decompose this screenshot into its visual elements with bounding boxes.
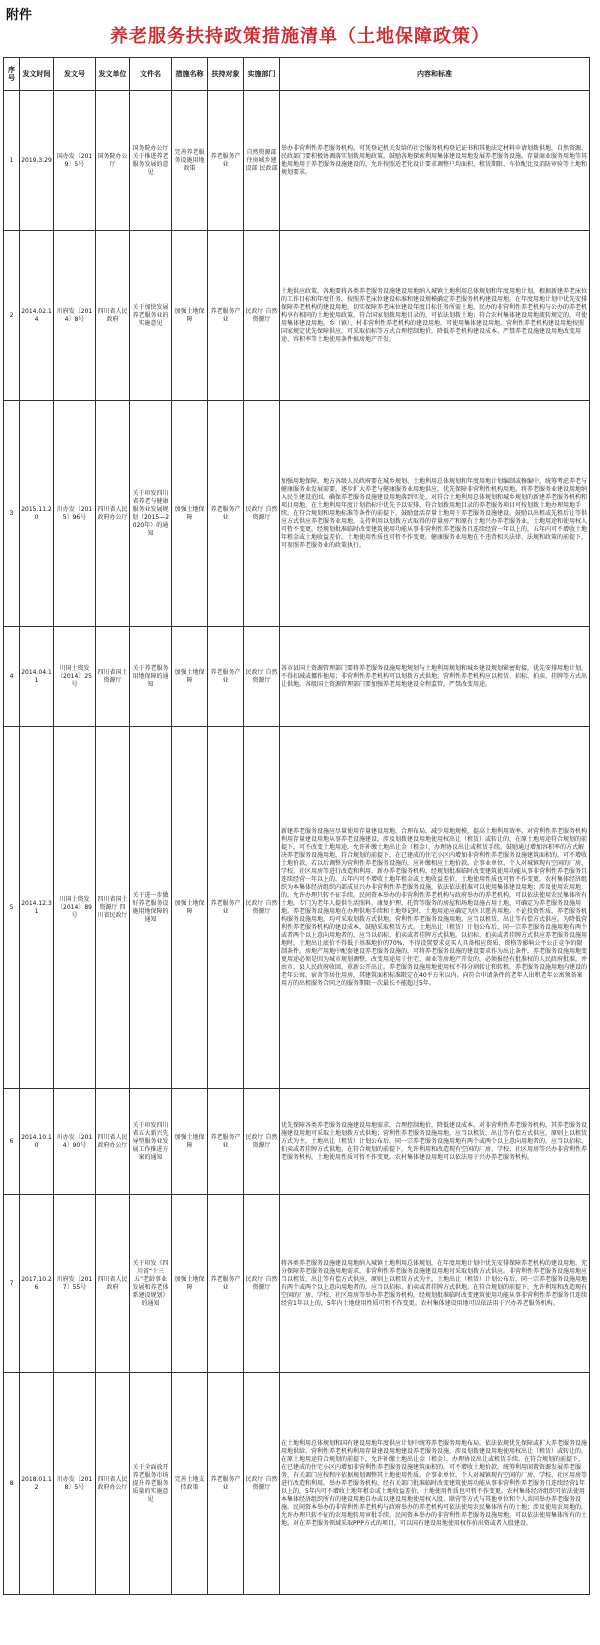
row-content: 各市县国土资源管理部门要将养老服务设施用地规划与土地利用规划和城乡建设规划紧密衔接，优先安排用地计划，不得扣减或挪作他用；非营利性养老机构可以划拨方式供地，营利性养老机构应以租赁、招标、拍卖、挂牌等方式出让供地。各级国土资源管理部门要加强养老用地建设全程监管，严禁改变用途。 — [280, 627, 590, 727]
row-no: 2 — [4, 231, 20, 401]
col-header-no: 序号 — [4, 58, 20, 91]
row-date: 2017.10.26 — [20, 1195, 54, 1373]
row-target: 养老服务产业 — [208, 1089, 244, 1195]
row-issuer: 四川省人民政府 — [96, 1195, 130, 1373]
row-measure: 加强土地保障 — [172, 1089, 208, 1195]
row-file: 国务院办公厅关于推进养老服务发展的意见 — [130, 91, 172, 231]
row-date: 2014.10.10 — [20, 1089, 54, 1195]
row-doc-no: 川办发〔2015〕96号 — [54, 401, 96, 627]
row-doc-no: 川办发〔2014〕90号 — [54, 1089, 96, 1195]
row-content: 新建养老服务设施应尽量使用存量建设用地，合理布局，减少用地规模，提高土地利用效率。对营利性养老服务机构利用存量建设用地从事养老设施建设，涉及划拨建设用地使用权出让（租赁）或转让的，在原土地用途符合规划的前提下，可不改变土地用途，允许补缴土地出让金（租金），办理协议出让或租赁手续。鼓励通过增加容积率的方式解决养老服务设施用地，符合规划的前提下，在已建成的住宅小区内增加非营利性养老服务设施建筑面积的，可不增收土地价款，若以后调整为营利性养老服务设施的，应补缴相应土地价款。企事业单位、个人对城镇现有空闲的厂房、学校、社区用房等进行改造和利用，新办养老服务机构，经规划批准临时改变建筑使用功能从事非营利性养老服务且连续经营一年以上的，五年内可不增收土地年租金或土地收益差价，土地使用性质也可暂不作变更。农村集体经济组织为本集体经济组织内部成员兴办非营利性养老服务设施，依法依法批准可以使用集体建设用地；涉及使用农用地的，允许办理只转不征手续。民间资本举办的非营利性养老机构与政府举办的养老机构，可以依法使用农民集体所有土地。专门为老年人提供生活照料、康复护理、托管等服务的房屋和场地设施占用土地，可确定为养老服务设施用地。养老服务设施用地在办理供地手续和土地登记时，土地用途应确定为医卫慈善用地。不论投资性质，养老服务机构服务设施用地，均可采取划拨方式供地。营利性养老服务设施用地，应当以租赁、出让等有偿方式供应。为降低营利性养老服务机构的建设成本，鼓励采取租赁方式。土地出让（租赁）计划公布后，同一宗养老服务设施用地有两个或者两个以上意向用地者的，应当以招标、拍卖或者挂牌方式供地。以招标、拍卖或者挂牌方式供应养老服务设施用地时，土地出让底价不得低于基准地价的70%，不得设置要求竞买人具备相应资质、资格等影响公平公正竞争的限制条件。房地产用地中配套建设养老服务设施的，可将养老服务设施的建设要求作为出让条件，养老服务设施用地变更用途必须是因为城市规划调整，改变用途用于住宅、商业等房地产开发的，必须报经有批准权的人民政府批准，并由市、县人民政府收回，重新公开出让。养老服务设施用地使用权不得分割转让和转租。养老服务设施用地内建设的老年公寓、宿舍等居住用房，其建筑面积标准限定在40平方米以内。向符合申请条件的老年人出租老年公寓须备案用方的出租服务合同之的服务期限一次最长不能超过5年。 — [280, 727, 590, 1089]
row-dept: 民政厅 自然资源厅 — [244, 727, 280, 1089]
attachment-label: 附件 — [6, 8, 33, 23]
table-row — [4, 91, 590, 231]
table-header-row — [4, 58, 590, 91]
row-issuer: 国务院办公厅 — [96, 91, 130, 231]
row-content: 在土地利用总体规划和国有建设用地年度供应计划中统筹养老服务用地布局，依法依规优先保障或扩大养老服务设施用地供给。营利性养老机构利用存量建设用地建设养老服务设施，涉及划拨建设用地使用权出让（租赁）或转让的，在原土地用途符合规划的前提下，允许补缴土地出让金（租金），办理协议出让或租赁手续。在符合规划的前提下，在已建成的住宅小区内增加非营利性养老服务设施建筑面积的，可不增收土地价款。统筹利用闲置资源发展养老服务，有关部门应按程序依据规划调整其土地使用性质。企事业单位、个人对城镇现有空闲的厂房、学校、社区用房等进行改造和利用，举办养老服务机构，经有关部门批准临时改变建筑使用功能从事非营利性养老服务且连续经营1年以上的，5年内可不增收土地年租金或土地收益差价，土地使用性质也可暂不作变更。农村集体经济组织可依法使用本集体经济组织所有的建设用地自办或以建设用地使用权入股、联营等方式与其他单位和个人共同举办养老服务设施。民间资本举办的非营利性养老机构与政府举办的养老机构可依法使用农民集体所有的土地；涉及使用农用地的，允许办理只转不征的农用地转用审批手续。民间资本举办的非营利性养老服务设施用地，可以依法使用集体所有的土地。对在养老服务领域采取PPP方式的项目，可以国有建设用地使用权作价出资或者入股建设。 — [280, 1373, 590, 1595]
page-title: 养老服务扶持政策措施清单（土地保障政策） — [110, 26, 490, 47]
row-target: 养老服务产业 — [208, 1195, 244, 1373]
row-date: 2019.3.29 — [20, 91, 54, 231]
row-content: 优先保障各类养老服务设施建设用地需求，合理控制地价，降低建设成本。对非营利性养老服务机构，其养老服务设施建设用地可采取土地划拨方式供地；营利性养老服务设施用地，应当以租赁、出让等有偿方式供应，原则上以租赁方式为主，土地出让（租赁）计划公布后，同一宗养老服务设施用地有两个或两个以上意向用地者的，应当以招标、拍卖或者挂牌方式供地。在符合规划的前提下，允许利用和改造现有空闲的厂房、学校、社区用房等兴办非营利性养老服务机构，土地使用性质可暂不作变更。农村集体建设用地可以依法用于兴办养老服务机构。 — [280, 1089, 590, 1195]
row-dept: 民政厅 自然资源厅 — [244, 401, 280, 627]
row-dept: 民政厅 自然资源厅 — [244, 231, 280, 401]
policy-table — [3, 57, 590, 1595]
table-row — [4, 1195, 590, 1373]
table-row — [4, 1089, 590, 1195]
row-file: 关于加快发展养老服务业的实施意见 — [130, 231, 172, 401]
table-row — [4, 401, 590, 627]
row-no: 8 — [4, 1373, 20, 1595]
row-target: 养老服务产业 — [208, 727, 244, 1089]
row-date: 2015.11.20 — [20, 401, 54, 627]
row-target: 养老服务产业 — [208, 1373, 244, 1595]
row-doc-no: 川办发〔2018〕5号 — [54, 1373, 96, 1595]
row-date: 2018.01.12 — [20, 1373, 54, 1595]
row-file: 关于印发《四川省“十三五”老龄事业发展和养老体系建设规划》的通知 — [130, 1195, 172, 1373]
row-doc-no: 川国土资发〔2014〕25号 — [54, 627, 96, 727]
row-content: 举办非营利性养老服务机构，可凭登记机关发给的社会服务机构登记证书和其他法定材料申请划拨供地，自然资源、民政部门要积极协调落实划拨用地政策。鼓励各地探索利用集体建设用地发展养老服务设施。存量商业服务用地等其他用地用于养老服务设施建设的，允许按照适老化设计要求调整户均面积、租赁期限、车位配比及消防审验等土地和规划要求。 — [280, 91, 590, 231]
row-issuer: 四川省人民政府 — [96, 231, 130, 401]
row-issuer: 四川省国土资源厅 — [96, 627, 130, 727]
row-file: 关于养老服务用地保障的通知 — [130, 627, 172, 727]
row-date: 2014.02.14 — [20, 231, 54, 401]
table-row — [4, 727, 590, 1089]
row-dept: 民政厅 自然资源厅 — [244, 1373, 280, 1595]
row-no: 3 — [4, 401, 20, 627]
row-measure: 完善养老服务设施用地政策 — [172, 91, 208, 231]
col-header-doc-no: 发文号 — [54, 58, 96, 91]
row-content: 土地供应政策。各地要将各类养老服务设施建设用地纳入城镇土地利用总体规划和年度用地计划，根据新建养老床位的工作目标和年度任务，按照养老床位建设标准和建设规模确定养老服务机构建设用地。在年度用地计划中优先安排保障养老机构的建设用地，切实保障养老床位建设年度目标任务所需土地。民办的非营利性养老机构与公办的养老机构享有相同的土地使用政策，符合国家划拨用地目录的，可依法划拨土地；符合农村集体建设用地流转规定的，可使用集体建设用地。乡（镇）、村非营利性养老机构的建设用地，可使用集体建设用地。营利性养老机构建设用地按照国家规定优先保障供应，可采取招标等方式合理控制地价，降低养老机构建设成本。严禁养老设施建设用地改变用途、容积率等土地使用条件搞房地产开发。 — [280, 231, 590, 401]
row-target: 养老服务产业 — [208, 401, 244, 627]
row-measure: 加强土地保障 — [172, 401, 208, 627]
col-header-issuer: 发文单位 — [96, 58, 130, 91]
row-file: 关于全面放开养老服务市场提升养老服务质量的实施意见 — [130, 1373, 172, 1595]
row-doc-no: 川国土资发〔2014〕89号 — [54, 727, 96, 1089]
row-no: 1 — [4, 91, 20, 231]
col-header-content: 内容和标准 — [280, 58, 590, 91]
row-doc-no: 川府发〔2017〕55号 — [54, 1195, 96, 1373]
row-measure: 完善土地支持政策 — [172, 1373, 208, 1595]
row-dept: 民政厅 自然资源厅 — [244, 1195, 280, 1373]
row-date: 2014.12.31 — [20, 727, 54, 1089]
row-content: 将各类养老服务设施建设用地纳入城镇土地利用总体规划，在年度用地计划中优先安排保障养老机构的建设用地。充分保障养老服务设施用地需求，非营利性养老服务设施建设用地可采取划拨方式供应。非营利性养老服务设施用地应当以租赁、出让等有偿方式供应，原则上以租赁方式为主，土地出让（租赁）计划公布后，同一宗养老服务设施用地有两个或两个以上意向用地者的，应当以招标、拍卖或者挂牌方式供地。在符合规划的前提下，允许利用和改造现有空闲的厂房、学校、社区用房等举办养老服务机构，经规划批准临时改变建筑使用功能从事非营利性养老服务且连续经营1年以上的，5年内土地使用性质可暂不作变更。农村集体建设用地可以依法用于兴办养老服务机构。 — [280, 1195, 590, 1373]
row-content: 加强用地保障。地方各级人民政府要在城乡规划、土地利用总体规划和年度用地计划编制或修编中，统筹考虑养老与健康服务业发展需要，逐步扩大养老与健康服务业用地供应，优先保障非营利性机构用地。将养老服务业建设用地纳入民生建设范围，确保养老服务设施建设用地落到实处，对符合土地利用总体规划和城乡规划的新建养老服务机构和项目用地，在土地利用年度计划指标中优先予以安排，符合划拨用地目录的养老服务项目可按划拨土地办理用地手续。在符合规划和用地标准等条件的前提下，鼓励盘活存量土地用于养老服务设施建设。鼓励以出租或先租后让等供应方式供应养老服务业用地，支持利用以划拨方式取得的存量房产和原有土地兴办养老服务业，土地用途和使用权人可暂不变更。经规划批准临时改变建筑使用功能从事非营利性养老服务且连续经营一年以上的，五年内可不增收土地年租金或土地收益差价，土地使用性质也可暂不作变更。健康服务业用地在不违背相关法律、法规和政策的前提下，可参照养老服务业的政策执行。 — [280, 401, 590, 627]
row-no: 6 — [4, 1089, 20, 1195]
row-date: 2014.04.11 — [20, 627, 54, 727]
row-target: 养老服务产业 — [208, 231, 244, 401]
row-target: 养老服务产业 — [208, 627, 244, 727]
row-measure: 加强土地保障 — [172, 231, 208, 401]
row-dept: 民政厅 自然资源厅 — [244, 627, 280, 727]
row-file: 关于印发四川省养老与健康服务业发展规划（2015—2020年）的通知 — [130, 401, 172, 627]
row-no: 5 — [4, 727, 20, 1089]
col-header-measure: 措施名称 — [172, 58, 208, 91]
col-header-date: 发文时间 — [20, 58, 54, 91]
row-issuer: 四川省国土资源厅 四川省民政厅 — [96, 727, 130, 1089]
row-dept: 自然资源部 住房城乡建设部 民政部 — [244, 91, 280, 231]
row-issuer: 四川省人民政府办公厅 — [96, 1373, 130, 1595]
col-header-file: 文件名 — [130, 58, 172, 91]
row-file: 关于进一步做好养老服务设施用地保障的通知 — [130, 727, 172, 1089]
row-issuer: 四川省人民政府办公厅 — [96, 1089, 130, 1195]
row-dept: 民政厅 自然资源厅 — [244, 1089, 280, 1195]
col-header-dept: 实施部门 — [244, 58, 280, 91]
row-measure: 加强土地保障 — [172, 1195, 208, 1373]
table-row — [4, 627, 590, 727]
row-issuer: 四川省人民政府办公厅 — [96, 401, 130, 627]
row-doc-no: 国办发〔2019〕5号 — [54, 91, 96, 231]
row-doc-no: 川府发〔2014〕8号 — [54, 231, 96, 401]
row-file: 关于印发四川省五大新兴先导型服务业发展工作推进方案的通知 — [130, 1089, 172, 1195]
row-no: 7 — [4, 1195, 20, 1373]
row-no: 4 — [4, 627, 20, 727]
row-measure: 加强土地保障 — [172, 727, 208, 1089]
row-measure: 加强土地保障 — [172, 627, 208, 727]
table-row — [4, 231, 590, 401]
row-target: 养老服务产业 — [208, 91, 244, 231]
col-header-target: 扶持对象 — [208, 58, 244, 91]
table-row — [4, 1373, 590, 1595]
